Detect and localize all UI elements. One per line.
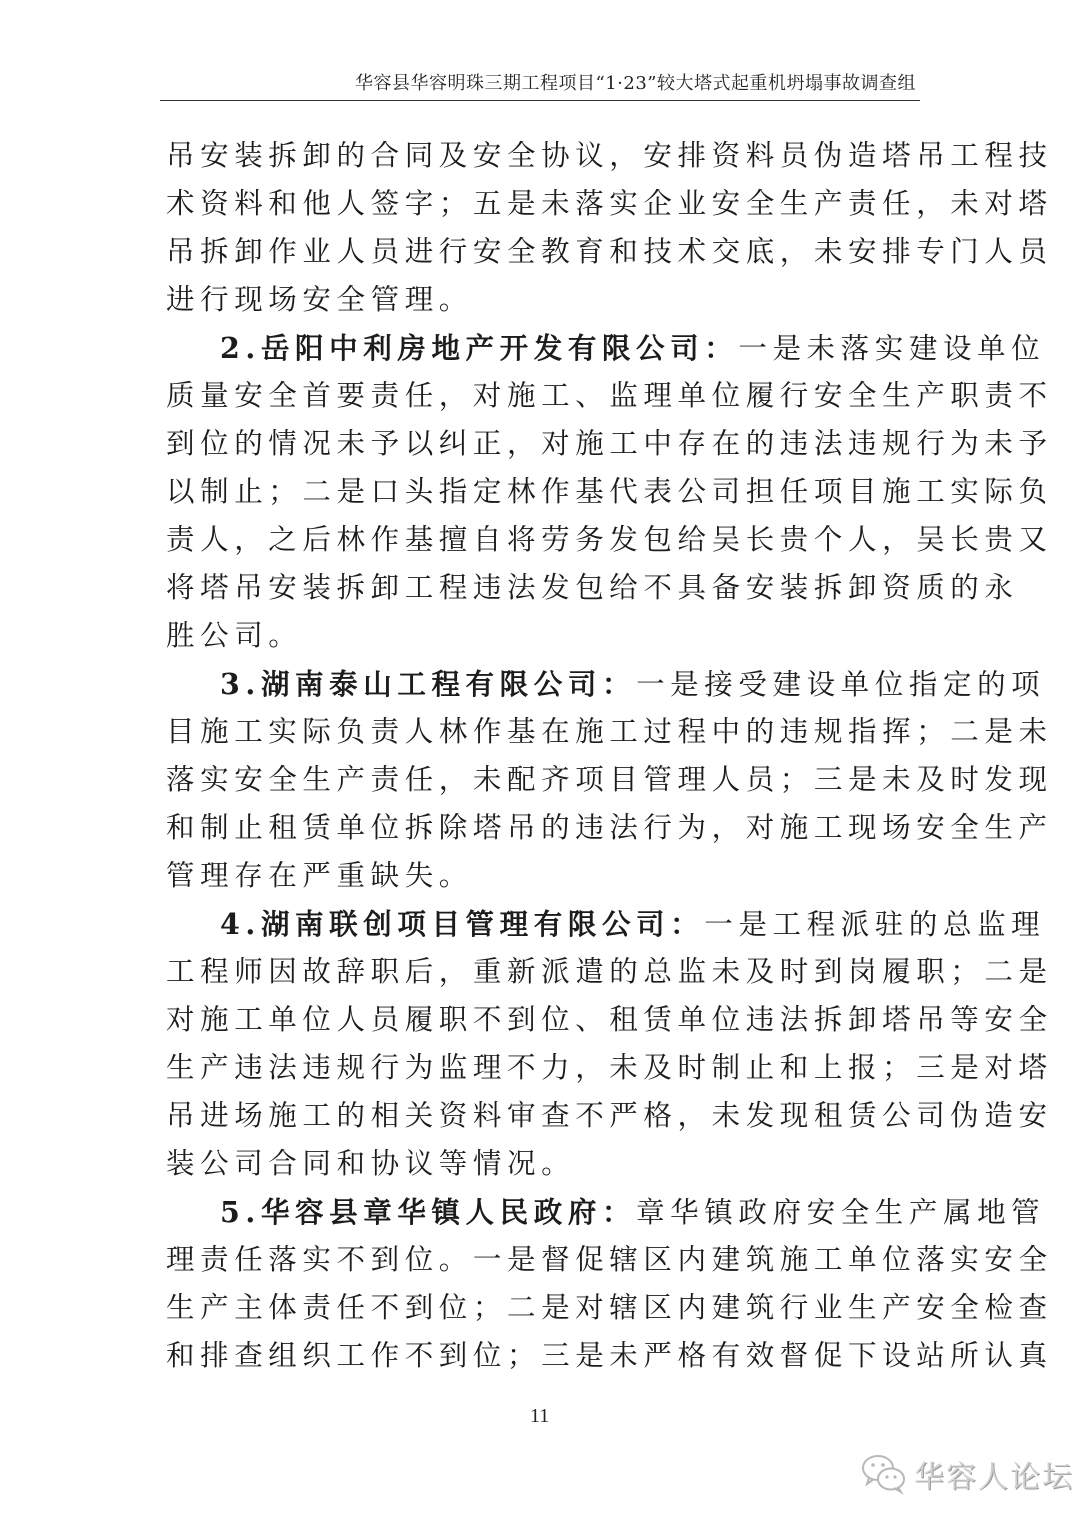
text-line [166,1092,1053,1140]
text-line [166,948,1053,996]
section-heading: 2.岳阳中利房地产开发有限公司： [220,331,739,365]
text-line [166,180,1053,228]
line-text: 吊进场施工的相关资料审查不严格，未发现租赁公司伪造安 [166,1099,1053,1132]
text-line [166,1044,1053,1092]
header-title: 华容县华容明珠三期工程项目“1·23”较大塔式起重机坍塌事故调查组 [355,73,916,94]
watermark [860,1452,1074,1496]
text-line [166,804,1053,852]
text-line [166,420,1053,468]
section-heading-line [166,1188,1046,1236]
line-text: 章华镇政府安全生产属地管 [636,1196,1046,1229]
line-text: 生产违法违规行为监理不力，未及时制止和上报；三是对塔 [166,1051,1053,1084]
page-header [160,72,920,101]
document-body [166,132,1053,1380]
text-line [166,372,1053,420]
text-line [166,996,1053,1044]
line-text: 质量安全首要责任，对施工、监理单位履行安全生产职责不 [166,379,1053,412]
text-line [166,708,1053,756]
text-line [166,564,1019,612]
text-line [166,612,918,660]
line-text: 一是接受建设单位指定的项 [636,668,1046,701]
text-line [166,516,1053,564]
line-text: 和制止租赁单位拆除塔吊的违法行为，对施工现场安全生产 [166,811,1053,844]
line-text: 责人，之后林作基擅自将劳务发包给吴长贵个人，吴长贵又 [166,523,1053,556]
line-text: 进行现场安全管理。 [166,283,473,316]
line-text: 装公司合同和协议等情况。 [166,1147,576,1180]
text-line [166,132,1053,180]
watermark-label: 华容人论坛 [914,1460,1074,1495]
text-line [166,1140,918,1188]
line-text: 吊拆卸作业人员进行安全教育和技术交底，未安排专门人员 [166,235,1053,268]
line-text: 理责任落实不到位。一是督促辖区内建筑施工单位落实安全 [166,1243,1053,1276]
line-text: 对施工单位人员履职不到位、租赁单位违法拆卸塔吊等安全 [166,1003,1053,1036]
text-line [166,468,1053,516]
line-text: 工程师因故辞职后，重新派遣的总监未及时到岗履职；二是 [166,955,1053,988]
text-line [166,852,918,900]
line-text: 一是未落实建设单位 [738,332,1046,365]
line-text: 落实安全生产责任，未配齐项目管理人员；三是未及时发现 [166,763,1053,796]
text-line [166,228,1053,276]
line-text: 目施工实际负责人林作基在施工过程中的违规指挥；二是未 [166,715,1053,748]
line-text: 胜公司。 [166,619,303,652]
section-heading: 5.华容县章华镇人民政府： [220,1195,637,1229]
line-text: 和排查组织工作不到位；三是未严格有效督促下设站所认真 [166,1339,1053,1372]
section-heading-line [166,660,1046,708]
wechat-icon [860,1452,908,1496]
text-line [166,1236,1053,1284]
text-line [166,756,1053,804]
line-text: 术资料和他人签字；五是未落实企业安全生产责任，未对塔 [166,187,1053,220]
line-text: 一是工程派驻的总监理 [704,908,1046,941]
section-heading: 4.湖南联创项目管理有限公司： [220,907,705,941]
line-text: 生产主体责任不到位；二是对辖区内建筑行业生产安全检查 [166,1291,1053,1324]
section-heading-line [166,900,1046,948]
line-text: 将塔吊安装拆卸工程违法发包给不具备安装拆卸资质的永 [166,571,1019,604]
line-text: 到位的情况未予以纠正，对施工中存在的违法违规行为未予 [166,427,1053,460]
text-line [166,1332,1053,1380]
line-text: 管理存在严重缺失。 [166,859,473,892]
text-line [166,276,918,324]
line-text: 以制止；二是口头指定林作基代表公司担任项目施工实际负 [166,475,1053,508]
section-heading: 3.湖南泰山工程有限公司： [220,667,637,701]
text-line [166,1284,1053,1332]
section-heading-line [166,324,1046,372]
line-text: 吊安装拆卸的合同及安全协议，安排资料员伪造塔吊工程技 [166,139,1053,172]
page-number: 11 [530,1405,550,1427]
